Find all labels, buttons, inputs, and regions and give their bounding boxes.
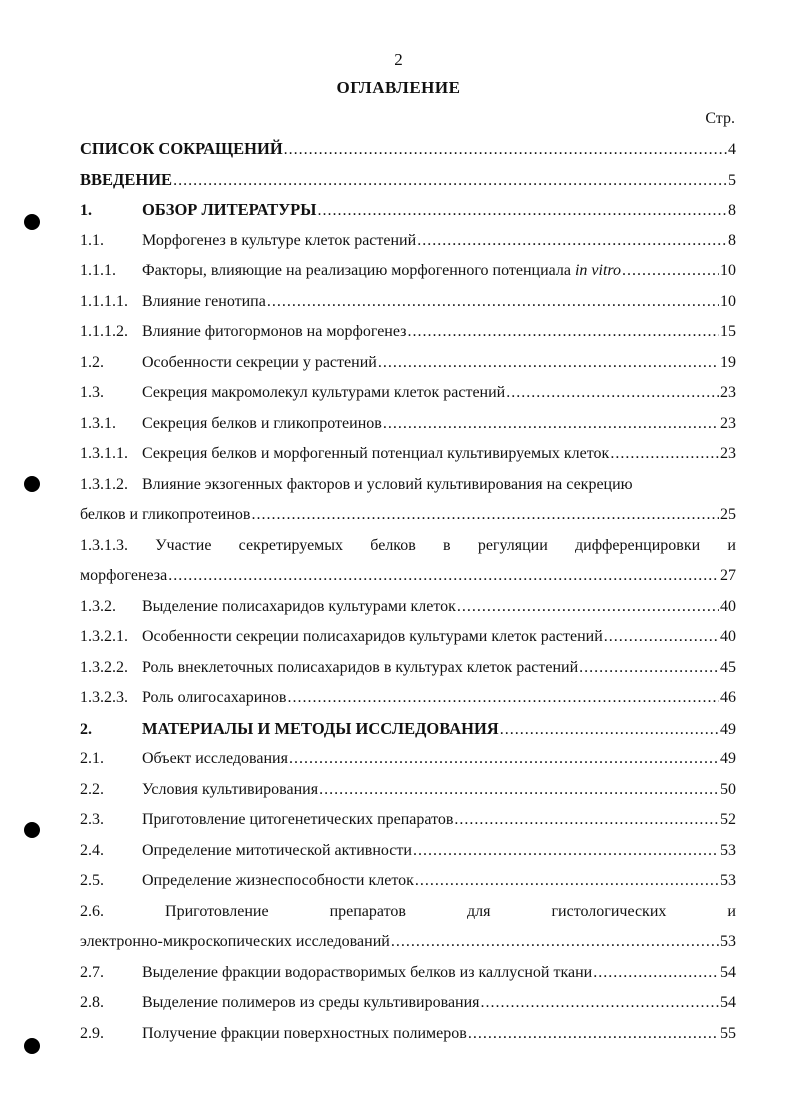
toc-entry-number: 2.: [80, 720, 92, 738]
toc-entry-title: белков и гликопротеинов: [80, 506, 251, 523]
toc-entry-number: 2.2.: [80, 780, 104, 798]
toc-entry-number: 1.3.1.1.: [80, 445, 128, 462]
toc-line: [80, 744, 736, 775]
toc-leader-dots: [417, 226, 727, 257]
toc-leader-dots: [284, 135, 727, 166]
toc-entry-page: 53: [720, 933, 736, 950]
toc-line: [80, 256, 736, 287]
toc-entry-title-text: ВВЕДЕНИЕ: [80, 169, 173, 189]
toc-entry-title-text: Получение фракции поверхностных полимеров: [142, 1024, 467, 1042]
toc-leader-dots: [579, 653, 719, 684]
toc-entry-title-text: Морфогенез в культуре клеток растений: [142, 231, 417, 249]
toc-entry-word: в: [443, 536, 451, 554]
toc-leader-dots: [168, 561, 719, 592]
toc-entry-number: 1.1.1.1.: [80, 292, 128, 310]
toc-entry-page: 54: [720, 994, 736, 1011]
toc-entry-number: 2.7.: [80, 963, 104, 981]
toc-entry: [80, 653, 736, 684]
toc-entry: [80, 775, 736, 806]
toc-line: [80, 134, 736, 166]
toc-entry-page: 23: [720, 384, 736, 401]
toc-entry-page: 40: [720, 628, 736, 645]
toc-entry: [80, 836, 736, 867]
toc-entry-word: белков: [370, 536, 416, 554]
toc-line: [80, 592, 736, 623]
toc-entry: [80, 531, 736, 562]
toc-entry-number: 1.1.1.: [80, 262, 116, 279]
page-title: ОГЛАВЛЕНИЕ: [336, 78, 461, 97]
toc-entry-title-text: Условия культивирования: [142, 780, 319, 798]
toc-entry-number: 1.3.1.: [80, 414, 116, 432]
toc-entry-number: 1.3.2.1.: [80, 628, 128, 645]
toc-entry: [80, 439, 736, 470]
toc-leader-dots: [391, 927, 719, 958]
toc-line: [80, 958, 736, 989]
toc-entry-title: [142, 866, 414, 897]
toc-entry-title-text: МАТЕРИАЛЫ И МЕТОДЫ ИССЛЕДОВАНИЯ: [142, 718, 499, 738]
toc-leader-dots: [251, 500, 719, 531]
toc-entry-word: регуляции: [477, 536, 548, 554]
toc-entry-title: [142, 470, 633, 501]
toc-line: [80, 683, 736, 714]
toc-leader-dots: [468, 1019, 719, 1050]
table-of-contents: [80, 134, 736, 1049]
toc-entry-page: 27: [720, 567, 736, 584]
toc-entry-page: 8: [728, 231, 736, 249]
binder-hole-icon: [24, 822, 40, 838]
toc-entry: [80, 622, 736, 653]
toc-line: [80, 622, 736, 653]
toc-line: [80, 470, 736, 501]
toc-entry: [80, 958, 736, 989]
toc-entry-title: [142, 836, 412, 867]
toc-line: [80, 409, 736, 440]
toc-entry-title: [142, 622, 603, 653]
toc-entry-title-text: Влияние фитогормонов на морфогенез: [142, 323, 407, 340]
toc-entry-title-text: Выделение полимеров из среды культивирования: [142, 994, 480, 1011]
toc-entry-title-text: Секреция макромолекул культурами клеток растений: [142, 384, 506, 401]
toc-entry-title-text: Определение митотической активности: [142, 841, 412, 859]
toc-leader-dots: [383, 409, 719, 440]
toc-entry-title: [142, 378, 505, 409]
toc-entry-title-text: Секреция белков и морфогенный потенциал культивируемых клеток: [142, 445, 610, 462]
toc-entry-continuation: [80, 561, 736, 592]
toc-line: [80, 805, 736, 836]
toc-entry-number: 1.3.2.: [80, 597, 116, 615]
toc-line: [80, 927, 736, 958]
toc-leader-dots: [289, 744, 719, 775]
toc-entry-title: [142, 805, 453, 836]
page-number: 2: [394, 50, 403, 69]
toc-line: [80, 653, 736, 684]
toc-entry-continuation: [80, 500, 736, 531]
toc-entry-title: [80, 134, 283, 165]
toc-entry-page: 55: [720, 1024, 736, 1042]
toc-line: [80, 348, 736, 379]
toc-entry: [80, 1019, 736, 1050]
toc-entry-number: 1.3.2.3.: [80, 689, 128, 706]
toc-line: [80, 866, 736, 897]
toc-entry-page: 52: [720, 811, 736, 828]
toc-leader-dots: [500, 715, 719, 746]
toc-entry-page: 53: [720, 872, 736, 889]
toc-entry-title: электронно-микроскопических исследований: [80, 933, 390, 950]
toc-entry-page: 23: [720, 445, 736, 462]
toc-entry: [80, 287, 736, 318]
toc-leader-dots: [610, 439, 719, 470]
toc-entry: [80, 592, 736, 623]
toc-entry: [80, 348, 736, 379]
toc-leader-dots: [604, 622, 719, 653]
toc-entry-number: 2.5.: [80, 872, 104, 889]
toc-line: [80, 195, 736, 227]
toc-entry: [80, 714, 736, 745]
toc-entry-title: [142, 714, 499, 745]
toc-entry-number: 1.3.: [80, 384, 104, 401]
binder-hole-icon: [24, 214, 40, 230]
toc-entry-number: 1.: [80, 202, 92, 219]
toc-leader-dots: [454, 805, 719, 836]
toc-leader-dots: [413, 836, 719, 867]
toc-line: [80, 561, 736, 592]
toc-entry-title-text: Секреция белков и гликопротеинов: [142, 414, 382, 432]
toc-entry-number: 2.3.: [80, 811, 104, 828]
toc-leader-dots: [481, 988, 719, 1019]
toc-entry-title-text: Приготовление цитогенетических препаратов: [142, 811, 454, 828]
toc-entry-title-text: Влияние генотипа: [142, 292, 266, 310]
toc-entry-number: 1.2.: [80, 353, 104, 371]
toc-leader-dots: [593, 958, 719, 989]
toc-entry-title: [142, 744, 288, 775]
toc-line: [80, 988, 736, 1019]
toc-entry-number: 1.1.1.2.: [80, 323, 128, 340]
toc-entry-title: [142, 256, 621, 287]
toc-entry-word: и: [727, 902, 736, 920]
toc-entry-page: 46: [720, 689, 736, 706]
toc-entry: [80, 988, 736, 1019]
toc-line: [80, 226, 736, 257]
toc-line: [80, 439, 736, 470]
toc-entry-title-text: Выделение фракции водорастворимых белков из каллусной ткани: [142, 963, 593, 981]
toc-entry-title: [80, 165, 172, 196]
toc-entry-word: для: [466, 902, 491, 920]
toc-entry-title-text: Определение жизнеспособности клеток: [142, 872, 414, 889]
toc-entry: [80, 805, 736, 836]
toc-entry-title-text: Факторы, влияющие на реализацию морфогенного потенциала: [142, 262, 571, 279]
toc-entry: [80, 866, 736, 897]
toc-entry-title: [142, 988, 480, 1019]
toc-entry-title: [142, 958, 592, 989]
toc-line: [80, 500, 736, 531]
toc-entry: [80, 409, 736, 440]
toc-entry-title: [142, 683, 286, 714]
toc-entry-title: [142, 226, 416, 257]
toc-entry: [80, 317, 736, 348]
toc-leader-dots: [267, 287, 719, 318]
binder-hole-icon: [24, 476, 40, 492]
toc-line: [80, 775, 736, 806]
binder-hole-icon: [24, 1038, 40, 1054]
toc-justified-line: [80, 897, 736, 928]
toc-entry-page: 4: [728, 141, 736, 158]
toc-entry-page: 10: [720, 262, 736, 279]
toc-line: [80, 714, 736, 746]
toc-entry-word: препаратов: [329, 902, 406, 920]
toc-entry-title: [142, 317, 406, 348]
toc-entry: [80, 378, 736, 409]
toc-entry-page: 5: [728, 171, 736, 189]
toc-entry-title: [142, 195, 316, 226]
toc-entry-word: гистологических: [551, 902, 667, 920]
toc-entry-number: 2.9.: [80, 1024, 104, 1042]
toc-entry-number: 2.1.: [80, 750, 104, 767]
toc-leader-dots: [506, 378, 719, 409]
toc-justified-line: [80, 531, 736, 562]
toc-entry-number: 1.1.: [80, 231, 104, 249]
toc-entry-title: [142, 775, 318, 806]
toc-entry-title: [142, 653, 578, 684]
toc-entry-title-italic: in vitro: [574, 262, 622, 279]
toc-entry: [80, 470, 736, 501]
toc-entry-page: 25: [720, 506, 736, 523]
toc-line: [80, 165, 736, 197]
toc-entry-title-text: СПИСОК СОКРАЩЕНИЙ: [80, 139, 283, 158]
toc-entry-number: 1.3.2.2.: [80, 658, 128, 676]
toc-entry-page: 49: [720, 720, 736, 738]
toc-entry-title-text: Роль внеклеточных полисахаридов в культурах клеток растений: [142, 658, 579, 676]
toc-entry-word: дифференцировки: [575, 536, 701, 554]
toc-entry-number: 2.8.: [80, 994, 104, 1011]
toc-line: [80, 317, 736, 348]
page-column-label: Стр.: [705, 110, 735, 127]
toc-entry-word: и: [727, 536, 736, 554]
toc-leader-dots: [457, 592, 719, 623]
toc-entry-page: 50: [720, 780, 736, 798]
toc-entry-title-text: Роль олигосахаринов: [142, 689, 287, 706]
toc-entry-word: Приготовление: [165, 902, 269, 920]
toc-entry-title: [142, 1019, 467, 1050]
toc-entry-title-text: Объект исследования: [142, 750, 288, 767]
toc-leader-dots: [415, 866, 719, 897]
toc-entry-page: 19: [720, 353, 736, 371]
toc-entry-title-text: Особенности секреции полисахаридов культурами клеток растений: [142, 628, 603, 645]
toc-entry-continuation: [80, 927, 736, 958]
toc-entry-number: 2.6.: [80, 902, 104, 920]
toc-leader-dots: [287, 683, 719, 714]
toc-entry-page: 49: [720, 750, 736, 767]
toc-entry-page: 53: [720, 841, 736, 859]
toc-entry-page: 15: [720, 323, 736, 340]
toc-line: [80, 1019, 736, 1050]
toc-entry-title-text: Влияние экзогенных факторов и условий культивирования на секрецию: [142, 475, 633, 493]
toc-entry: [80, 744, 736, 775]
toc-leader-dots: [317, 196, 727, 227]
toc-entry-page: 45: [720, 658, 736, 676]
toc-entry-page: 40: [720, 597, 736, 615]
toc-entry-page: 23: [720, 414, 736, 432]
toc-entry: [80, 683, 736, 714]
toc-entry-number: 1.3.1.2.: [80, 475, 128, 493]
toc-entry-title: [142, 439, 609, 470]
toc-entry-word: Участие: [155, 536, 212, 554]
toc-line: [80, 287, 736, 318]
toc-line: [80, 836, 736, 867]
toc-entry: [80, 134, 736, 165]
toc-entry-page: 10: [720, 292, 736, 310]
toc-leader-dots: [378, 348, 719, 379]
toc-entry-number: 2.4.: [80, 841, 104, 859]
toc-entry: [80, 195, 736, 226]
toc-entry-title-text: ОБЗОР ЛИТЕРАТУРЫ: [142, 200, 317, 219]
toc-entry: [80, 165, 736, 196]
toc-entry-title-text: Особенности секреции у растений: [142, 353, 377, 371]
toc-entry: [80, 897, 736, 928]
toc-entry-number: 1.3.1.3.: [80, 536, 128, 554]
toc-entry-title: [142, 592, 456, 623]
toc-entry: [80, 256, 736, 287]
toc-entry-page: 54: [720, 963, 736, 981]
toc-entry-page: 8: [728, 202, 736, 219]
toc-entry-title: [142, 409, 382, 440]
toc-leader-dots: [319, 775, 719, 806]
toc-line: [80, 378, 736, 409]
toc-entry-title-text: Выделение полисахаридов культурами клеток: [142, 597, 456, 615]
toc-leader-dots: [173, 166, 727, 197]
toc-entry-title: морфогенеза: [80, 567, 168, 584]
toc-entry-title: [142, 348, 377, 379]
toc-entry-word: секретируемых: [238, 536, 344, 554]
toc-entry: [80, 226, 736, 257]
toc-leader-dots: [622, 256, 719, 287]
toc-entry-title: [142, 287, 266, 318]
toc-leader-dots: [407, 317, 719, 348]
